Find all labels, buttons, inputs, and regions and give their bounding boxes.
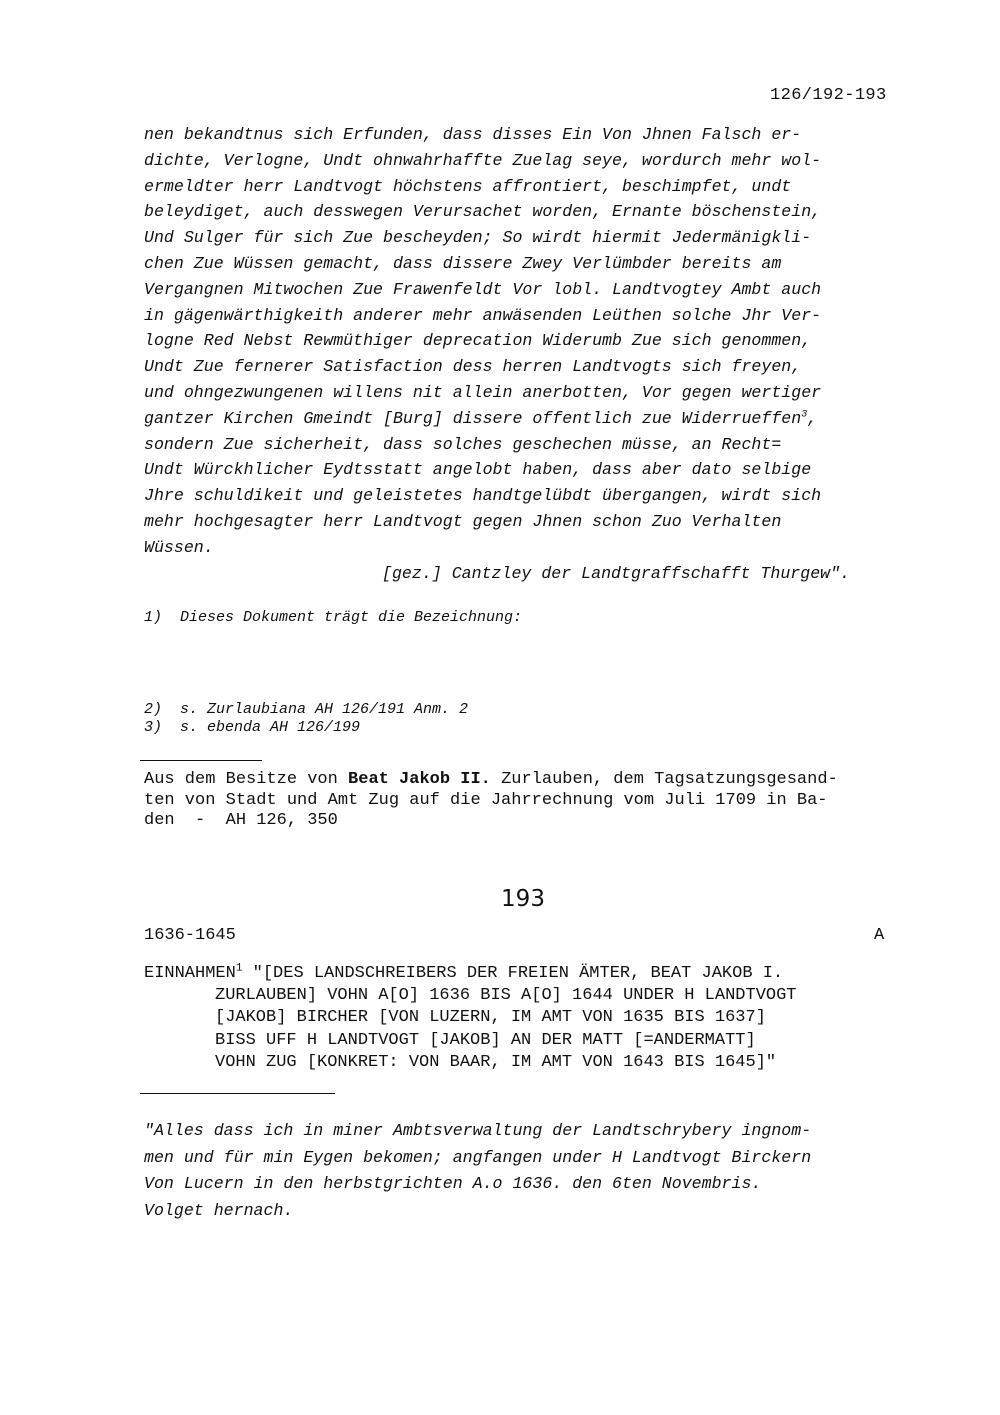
footnote-2: 2) s. Zurlaubiana AH 126/191 Anm. 2	[144, 701, 469, 718]
page-reference: 126/192-193	[770, 86, 887, 105]
text-line: Vergangnen Mitwochen Zue Frawenfeldt Vor lobl. Landtvogtey Ambt auch	[144, 279, 822, 299]
document-date-range: 1636-1645	[144, 926, 236, 945]
title-line: [JAKOB] BIRCHER [VON LUZERN, IM AMT VON 1635 BIS 1637]	[215, 1008, 766, 1028]
text-line: "Alles dass ich in miner Ambtsverwaltung der Landtschrybery ingnom-	[144, 1121, 812, 1140]
title-line: BISS UFF H LANDTVOGT [JAKOB] AN DER MATT [=ANDERMATT]	[215, 1030, 756, 1050]
text-line: ermeldter herr Landtvogt höchstens affrontiert, beschimpfet, undt	[144, 176, 792, 196]
text-line-with-footnote	[144, 406, 914, 432]
text-line: Undt Würckhlicher Eydtsstatt angelobt haben, dass aber dato selbige	[144, 460, 812, 480]
document-title	[144, 963, 924, 1074]
person-name: Beat Jakob II.	[348, 770, 491, 789]
title-line	[144, 963, 924, 985]
footnote-marker: 1	[235, 962, 243, 975]
document-number: 193	[501, 886, 545, 912]
text-line: Jhre schuldikeit und geleistetes handtgelübdt übergangen, wirdt sich	[144, 486, 822, 506]
provenance-line: ten von Stadt und Amt Zug auf die Jahrrechnung vom Juli 1709 in Ba-	[144, 790, 828, 810]
footnote-marker: 3	[801, 409, 808, 421]
provenance-line	[144, 770, 924, 791]
text-segment: ,	[807, 408, 818, 428]
text-segment: "[DES LANDSCHREIBERS DER FREIEN ÄMTER, BEAT JAKOB I.	[242, 964, 784, 983]
text-line: nen bekandtnus sich Erfunden, dass disses Ein Von Jhnen Falsch er-	[144, 125, 802, 144]
text-line: men und für min Eygen bekomen; angfangen under H Landtvogt Birckern	[144, 1147, 812, 1167]
text-line: in gägenwärthigkeith anderer mehr anwäsenden Leüthen solche Jhr Ver-	[144, 305, 822, 325]
text-segment: Zurlauben, dem Tagsatzungsgesand-	[490, 770, 838, 789]
text-segment: gantzer Kirchen Gmeindt [Burg] dissere offentlich zue Widerrueffen	[144, 408, 802, 428]
text-line: logne Red Nebst Rewmüthiger deprecation Widerumb Zue sich genommen,	[144, 331, 812, 351]
document-class-letter: A	[874, 926, 885, 945]
text-segment: Aus dem Besitze von	[144, 770, 349, 789]
footnote-divider	[140, 760, 262, 761]
provenance-line: den - AH 126, 350	[144, 811, 338, 830]
text-line: Volget hernach.	[144, 1200, 294, 1220]
quoted-entry	[144, 1118, 924, 1224]
provenance-note	[144, 770, 924, 832]
footnote-3: 3) s. ebenda AH 126/199	[144, 719, 361, 736]
section-divider	[140, 1093, 335, 1094]
signature-line: [gez.] Cantzley der Landtgraffschafft Thurgew".	[382, 564, 851, 583]
text-line: Wüssen.	[144, 537, 214, 557]
text-line: Von Lucern in den herbstgrichten A.o 1636. den 6ten Novembris.	[144, 1174, 762, 1193]
text-line: Undt Zue fernerer Satisfaction dess herren Landtvogts sich freyen,	[144, 357, 802, 377]
title-line: ZURLAUBEN] VOHN A[O] 1636 BIS A[O] 1644 UNDER H LANDTVOGT	[215, 986, 797, 1006]
text-line: und ohngezwungenen willens nit allein anerbotten, Vor gegen wertiger	[144, 382, 822, 402]
text-segment: EINNAHMEN	[144, 964, 236, 983]
text-line: mehr hochgesagter herr Landtvogt gegen Jhnen schon Zuo Verhalten	[144, 511, 782, 531]
text-line: sondern Zue sicherheit, dass solches geschechen müsse, an Recht=	[144, 434, 782, 454]
text-line: chen Zue Wüssen gemacht, dass dissere Zwey Verlümbder bereits am	[144, 253, 782, 273]
text-line: Und Sulger für sich Zue bescheyden; So wirdt hiermit Jedermänigkli-	[144, 228, 812, 248]
footnote-1: 1) Dieses Dokument trägt die Bezeichnung:	[144, 609, 523, 626]
text-line: beleydiget, auch desswegen Verursachet worden, Ernante böschenstein,	[144, 202, 822, 222]
text-line: dichte, Verlogne, Undt ohnwahrhaffte Zuelag seye, wordurch mehr wol-	[144, 150, 822, 170]
quoted-source-text	[144, 122, 914, 561]
title-line: VOHN ZUG [KONKRET: VON BAAR, IM AMT VON 1643 BIS 1645]"	[215, 1052, 777, 1072]
